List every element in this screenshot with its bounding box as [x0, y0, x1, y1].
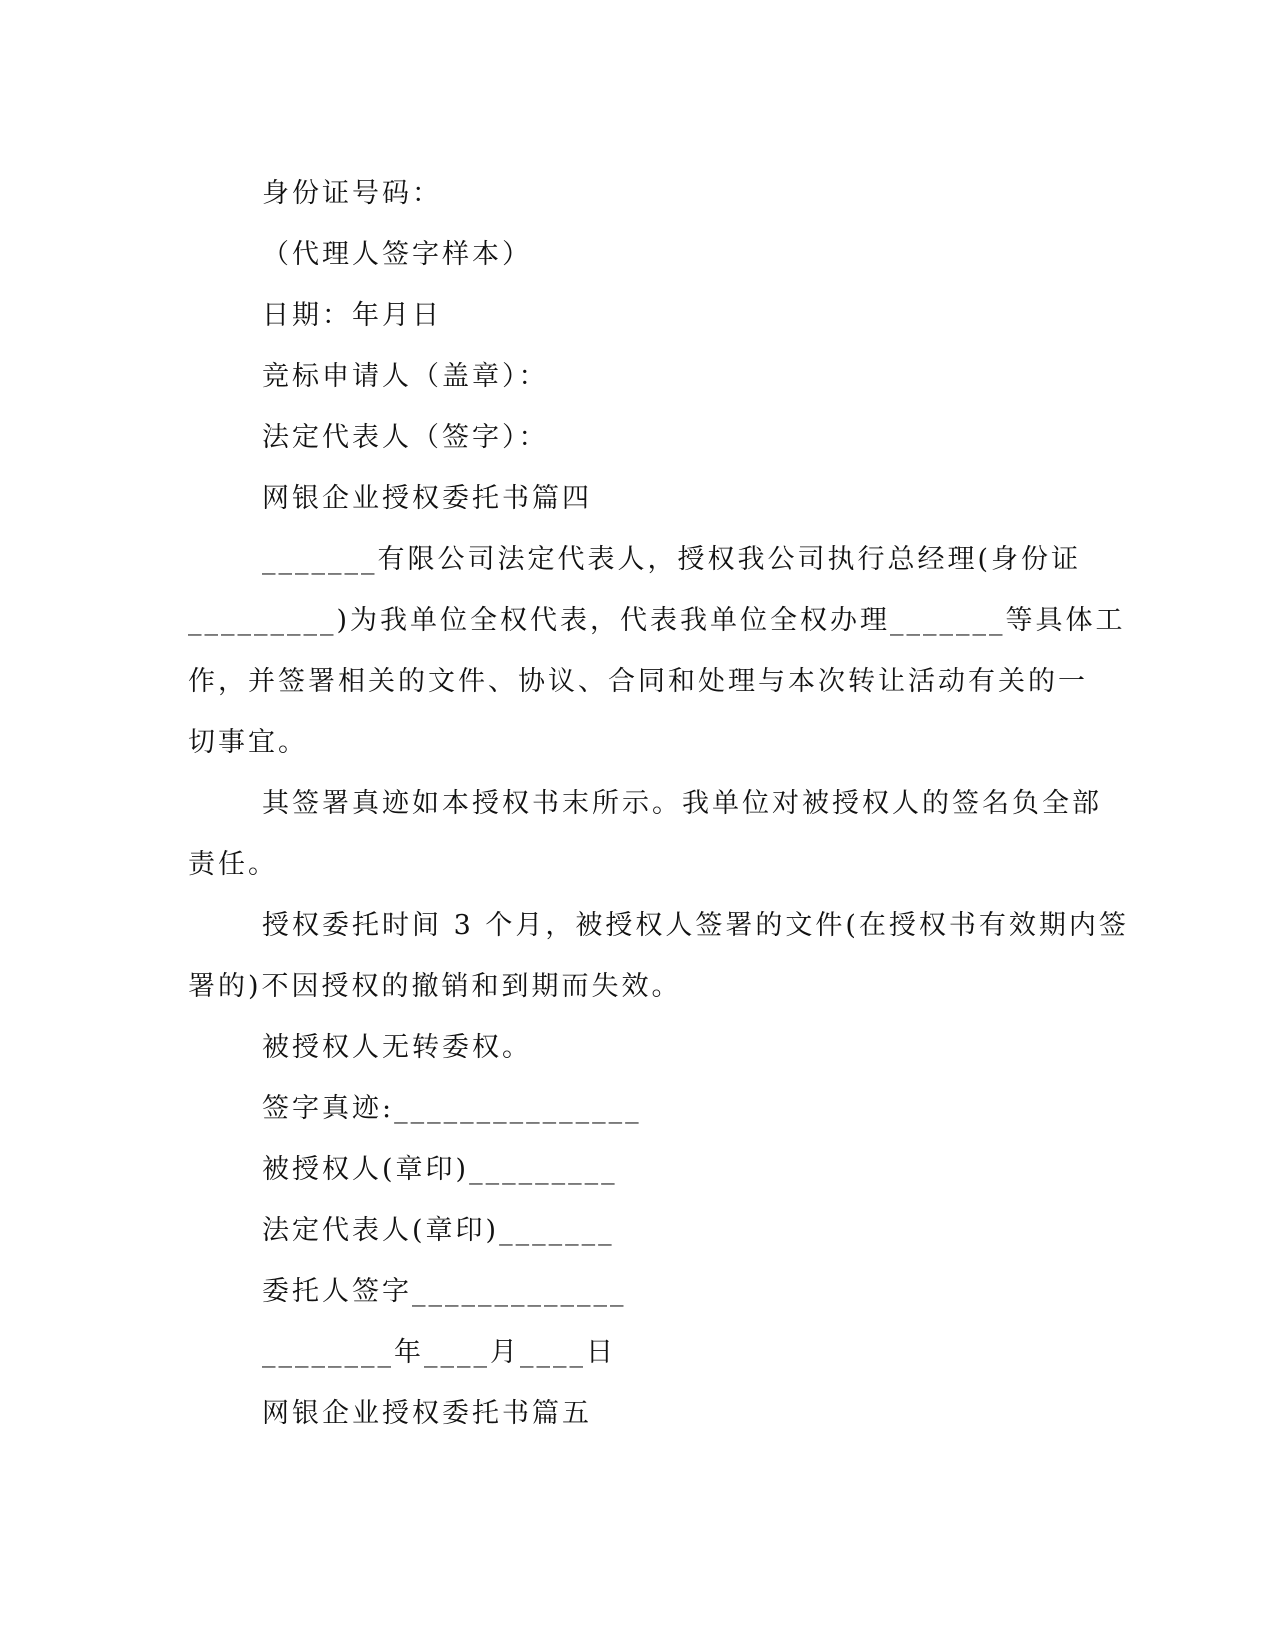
- paragraph-line: _______有限公司法定代表人，授权我公司执行总经理(身份证: [262, 544, 1082, 575]
- bidder-seal-line: 竞标申请人（盖章）：: [262, 361, 549, 392]
- legal-rep-seal-line: 法定代表人(章印)_______: [262, 1215, 615, 1246]
- section-heading-4: 网银企业授权委托书篇四: [262, 483, 592, 514]
- paragraph-line: 作，并签署相关的文件、协议、合同和处理与本次转让活动有关的一: [188, 666, 1088, 697]
- date-line: 日期：年月日: [262, 300, 442, 331]
- date-blank-line: ________年____月____日: [262, 1337, 616, 1368]
- paragraph-line: 授权委托时间 3 个月，被授权人签署的文件(在授权书有效期内签: [262, 910, 1129, 941]
- paragraph-line: _________)为我单位全权代表，代表我单位全权办理_______等具体工: [188, 605, 1126, 636]
- id-number-line: 身份证号码：: [262, 178, 442, 209]
- paragraph-line: 切事宜。: [188, 727, 308, 758]
- paragraph-line: 被授权人无转委权。: [262, 1032, 532, 1063]
- legal-rep-signature-line: 法定代表人（签字）：: [262, 422, 549, 453]
- signature-field-line: 签字真迹:_______________: [262, 1093, 642, 1124]
- paragraph-line: 署的)不因授权的撤销和到期而失效。: [188, 971, 682, 1002]
- paragraph-line: 其签署真迹如本授权书末所示。我单位对被授权人的签名负全部: [262, 788, 1102, 819]
- paragraph-line: 责任。: [188, 849, 278, 880]
- document-body: [188, 163, 1129, 1444]
- section-heading-5: 网银企业授权委托书篇五: [262, 1398, 592, 1429]
- principal-signature-line: 委托人签字_____________: [262, 1276, 627, 1307]
- agent-signature-sample-line: （代理人签字样本）: [262, 239, 532, 270]
- authorized-person-seal-line: 被授权人(章印)_________: [262, 1154, 618, 1185]
